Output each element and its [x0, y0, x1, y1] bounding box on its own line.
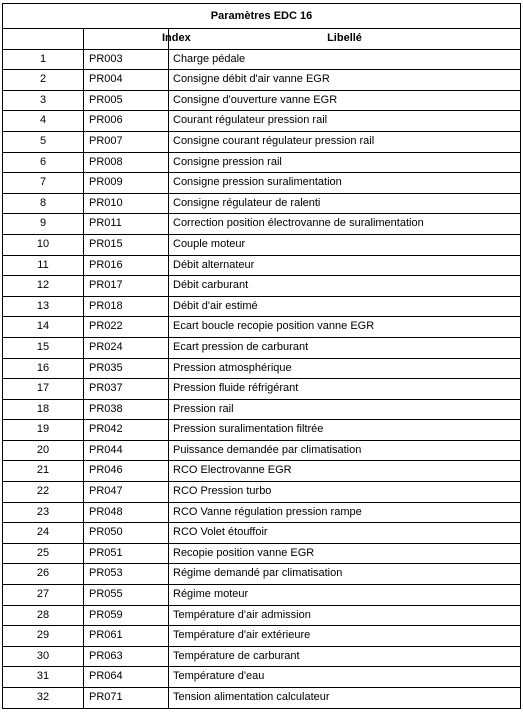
row-label: Consigne d'ouverture vanne EGR — [169, 90, 521, 111]
row-number: 11 — [3, 255, 84, 276]
row-number: 13 — [3, 296, 84, 317]
row-index: PR007 — [84, 131, 169, 152]
row-index: PR061 — [84, 626, 169, 647]
row-label: Charge pédale — [169, 49, 521, 70]
row-index: PR003 — [84, 49, 169, 70]
row-index: PR004 — [84, 70, 169, 91]
row-label: Consigne débit d'air vanne EGR — [169, 70, 521, 91]
row-label: Pression suralimentation filtrée — [169, 420, 521, 441]
row-label: Couple moteur — [169, 234, 521, 255]
table-row — [3, 523, 521, 544]
table-row — [3, 440, 521, 461]
row-index: PR042 — [84, 420, 169, 441]
table-row — [3, 399, 521, 420]
header-label: Libellé — [169, 29, 521, 50]
row-number: 25 — [3, 543, 84, 564]
table-row — [3, 543, 521, 564]
row-index: PR018 — [84, 296, 169, 317]
table-row — [3, 255, 521, 276]
row-number: 28 — [3, 605, 84, 626]
row-index: PR071 — [84, 688, 169, 709]
row-label: Consigne pression rail — [169, 152, 521, 173]
row-label: Pression atmosphérique — [169, 358, 521, 379]
row-label: Température de carburant — [169, 646, 521, 667]
row-number: 16 — [3, 358, 84, 379]
row-number: 18 — [3, 399, 84, 420]
table-row — [3, 214, 521, 235]
table-row — [3, 461, 521, 482]
row-number: 12 — [3, 276, 84, 297]
row-label: Ecart pression de carburant — [169, 337, 521, 358]
row-number: 9 — [3, 214, 84, 235]
row-label: Ecart boucle recopie position vanne EGR — [169, 317, 521, 338]
row-label: Régime demandé par climatisation — [169, 564, 521, 585]
row-index: PR010 — [84, 193, 169, 214]
row-label: Recopie position vanne EGR — [169, 543, 521, 564]
table-row — [3, 502, 521, 523]
row-index: PR044 — [84, 440, 169, 461]
row-number: 20 — [3, 440, 84, 461]
row-number: 2 — [3, 70, 84, 91]
row-number: 22 — [3, 482, 84, 503]
row-number: 4 — [3, 111, 84, 132]
row-index: PR050 — [84, 523, 169, 544]
row-number: 3 — [3, 90, 84, 111]
table-row — [3, 70, 521, 91]
row-index: PR006 — [84, 111, 169, 132]
table-row — [3, 605, 521, 626]
row-label: Température d'air extérieure — [169, 626, 521, 647]
table-row — [3, 358, 521, 379]
row-index: PR046 — [84, 461, 169, 482]
row-number: 21 — [3, 461, 84, 482]
row-number: 19 — [3, 420, 84, 441]
row-index: PR009 — [84, 173, 169, 194]
table-row — [3, 626, 521, 647]
row-index: PR063 — [84, 646, 169, 667]
row-number: 1 — [3, 49, 84, 70]
row-index: PR016 — [84, 255, 169, 276]
row-number: 30 — [3, 646, 84, 667]
table-row — [3, 585, 521, 606]
table-row — [3, 317, 521, 338]
table-row — [3, 152, 521, 173]
table-row — [3, 337, 521, 358]
row-label: RCO Pression turbo — [169, 482, 521, 503]
row-label: Régime moteur — [169, 585, 521, 606]
row-label: Débit alternateur — [169, 255, 521, 276]
row-number: 14 — [3, 317, 84, 338]
row-number: 7 — [3, 173, 84, 194]
row-number: 29 — [3, 626, 84, 647]
table-row — [3, 90, 521, 111]
table-row — [3, 276, 521, 297]
row-index: PR011 — [84, 214, 169, 235]
row-label: Pression rail — [169, 399, 521, 420]
table-row — [3, 49, 521, 70]
row-label: Consigne courant régulateur pression rail — [169, 131, 521, 152]
table-title: Paramètres EDC 16 — [3, 4, 521, 29]
row-number: 27 — [3, 585, 84, 606]
row-label: RCO Vanne régulation pression rampe — [169, 502, 521, 523]
row-index: PR038 — [84, 399, 169, 420]
row-index: PR022 — [84, 317, 169, 338]
row-label: Température d'eau — [169, 667, 521, 688]
row-number: 17 — [3, 379, 84, 400]
table-header-row — [3, 29, 521, 50]
row-number: 8 — [3, 193, 84, 214]
table-body — [3, 49, 521, 708]
row-label: Tension alimentation calculateur — [169, 688, 521, 709]
table-row — [3, 482, 521, 503]
row-label: Courant régulateur pression rail — [169, 111, 521, 132]
table-row — [3, 234, 521, 255]
row-index: PR015 — [84, 234, 169, 255]
row-label: RCO Electrovanne EGR — [169, 461, 521, 482]
row-index: PR053 — [84, 564, 169, 585]
row-index: PR005 — [84, 90, 169, 111]
row-index: PR035 — [84, 358, 169, 379]
table-row — [3, 420, 521, 441]
row-index: PR008 — [84, 152, 169, 173]
table-row — [3, 296, 521, 317]
row-number: 10 — [3, 234, 84, 255]
row-label: Débit carburant — [169, 276, 521, 297]
row-label: Puissance demandée par climatisation — [169, 440, 521, 461]
header-number — [3, 29, 84, 50]
table-row — [3, 193, 521, 214]
table-row — [3, 173, 521, 194]
table-row — [3, 564, 521, 585]
row-number: 26 — [3, 564, 84, 585]
row-label: RCO Volet étouffoir — [169, 523, 521, 544]
row-label: Pression fluide réfrigérant — [169, 379, 521, 400]
row-label: Correction position électrovanne de suralimentation — [169, 214, 521, 235]
row-index: PR024 — [84, 337, 169, 358]
row-number: 6 — [3, 152, 84, 173]
row-index: PR048 — [84, 502, 169, 523]
row-label: Débit d'air estimé — [169, 296, 521, 317]
parameters-table — [2, 3, 521, 709]
table-row — [3, 131, 521, 152]
row-number: 5 — [3, 131, 84, 152]
row-number: 24 — [3, 523, 84, 544]
table-row — [3, 111, 521, 132]
row-index: PR055 — [84, 585, 169, 606]
row-label: Consigne régulateur de ralenti — [169, 193, 521, 214]
header-index: Index — [84, 29, 169, 50]
table-row — [3, 646, 521, 667]
table-row — [3, 667, 521, 688]
row-number: 15 — [3, 337, 84, 358]
row-index: PR051 — [84, 543, 169, 564]
row-index: PR059 — [84, 605, 169, 626]
row-label: Température d'air admission — [169, 605, 521, 626]
row-index: PR064 — [84, 667, 169, 688]
row-index: PR037 — [84, 379, 169, 400]
row-index: PR017 — [84, 276, 169, 297]
row-label: Consigne pression suralimentation — [169, 173, 521, 194]
table-title-row — [3, 4, 521, 29]
table-row — [3, 379, 521, 400]
row-index: PR047 — [84, 482, 169, 503]
row-number: 31 — [3, 667, 84, 688]
table-row — [3, 688, 521, 709]
row-number: 23 — [3, 502, 84, 523]
row-number: 32 — [3, 688, 84, 709]
